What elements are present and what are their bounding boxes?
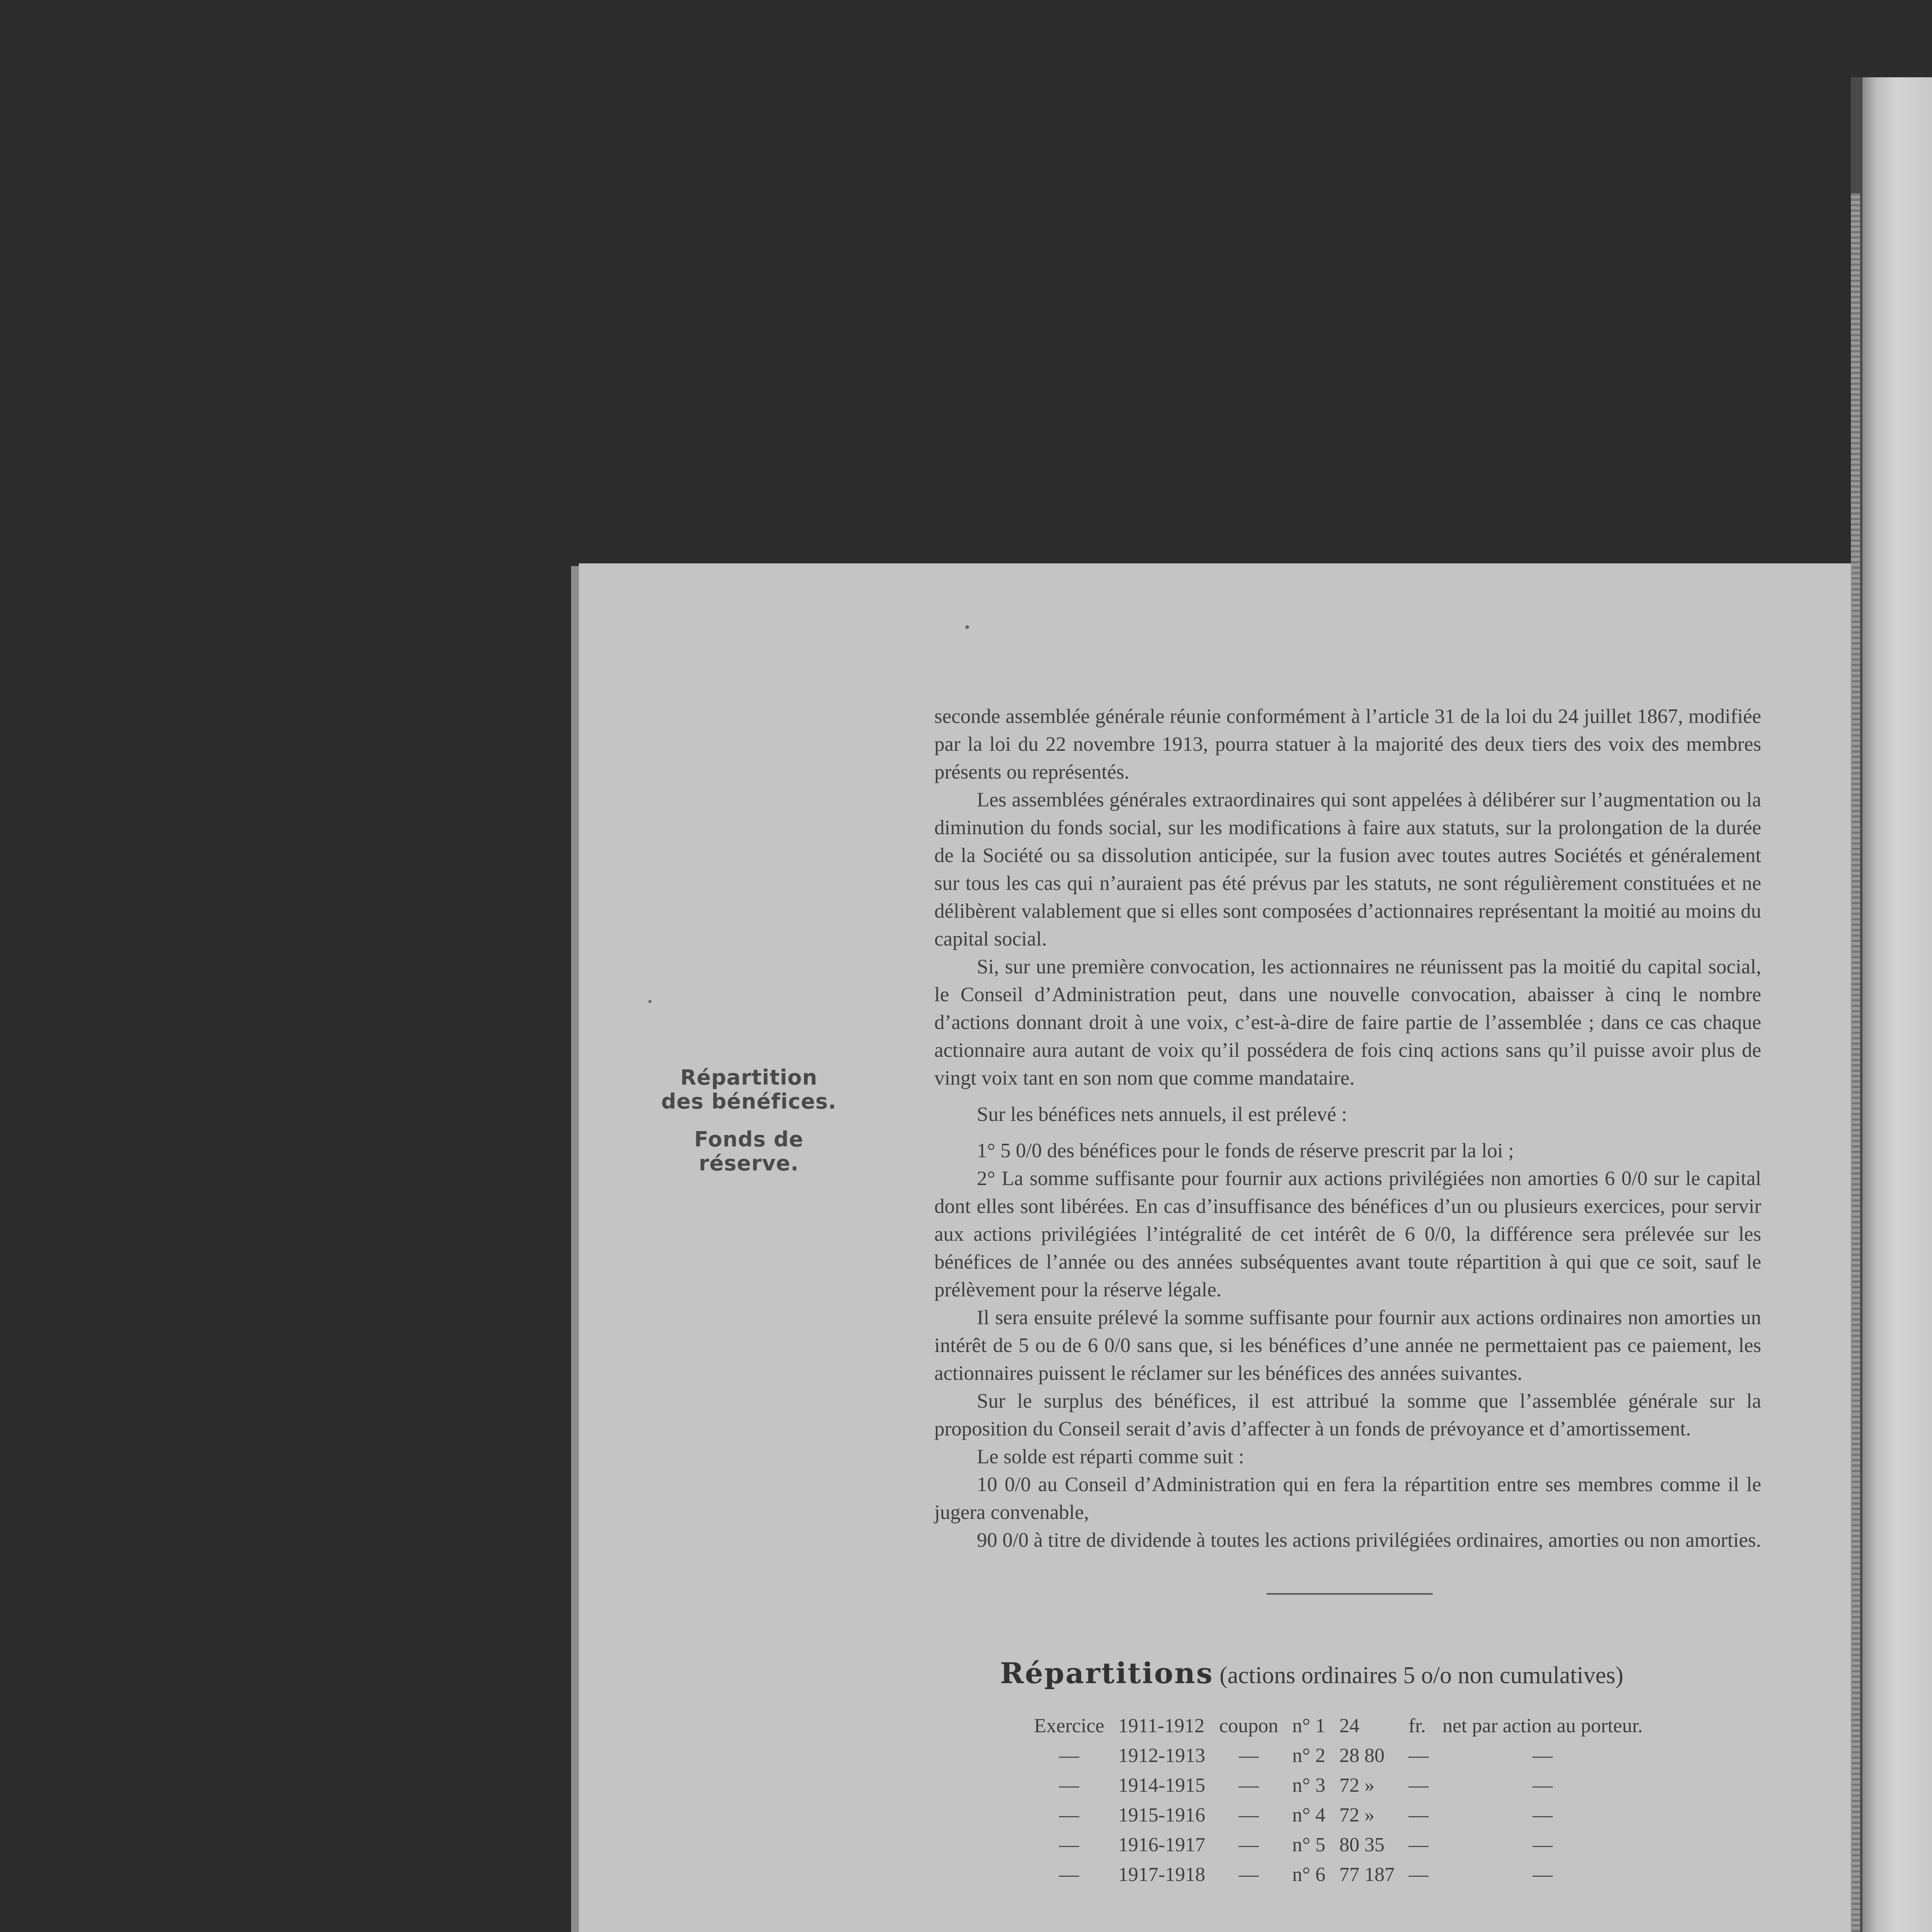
table-cell-year: 1912-1913 (1118, 1745, 1206, 1767)
table-cell-amount: 24 (1339, 1715, 1360, 1737)
paragraph: 1° 5 0/0 des bénéfices pour le fonds de réserve prescrit par la loi ; (977, 1139, 1514, 1162)
margin-title-line1: Répartition (680, 1065, 818, 1090)
table-cell-c1: — (1059, 1834, 1079, 1856)
table-cell-note: — (1532, 1834, 1553, 1856)
table-cell-year: 1916-1917 (1118, 1834, 1206, 1856)
table-cell-num: n° 4 (1292, 1804, 1326, 1826)
body-text (934, 702, 1761, 1554)
table-cell-note: — (1532, 1774, 1553, 1796)
table-cell-note: — (1532, 1745, 1553, 1767)
adjacent-paper (1862, 77, 1932, 1932)
table-cell-c6: — (1408, 1774, 1429, 1796)
paragraph: Si, sur une première convocation, les actionnaires ne réunissent pas la moitié du capital social, le Conseil d’Administration peut, dans une nouvelle convocation, abaisser à cinq le nombre d’actions donnant droit à une voix, c’est-à-dire de faire partie de l’assemblée ; dans ce cas chaque actionnaire aura autant de voix qu’il possédera de fois cinq actions sans qu’il puisse avoir plus de vingt voix tant en son nom que comme mandataire. (934, 956, 1761, 1089)
table-cell-c6: — (1408, 1745, 1429, 1767)
table-cell-amount: 80 35 (1339, 1834, 1385, 1856)
table-cell-year: 1911-1912 (1118, 1715, 1205, 1737)
paragraph: seconde assemblée générale réunie conformément à l’article 31 de la loi du 24 juillet 1867, modifiée par la loi du 22 novembre 1913, pourra statuer à la majorité des deux tiers des voix des membres présents ou représentés. (934, 705, 1761, 783)
paragraph: 90 0/0 à titre de dividende à toutes les actions privilégiées ordinaires, amorties ou non amorties. (977, 1529, 1761, 1551)
paragraph: Les assemblées générales extraordinaires qui sont appelées à délibérer sur l’augmentation ou la diminution du fonds social, sur les modifications à faire aux statuts, sur la prolongation de la durée de la Société ou sa dissolution anticipée, sur la fusion avec toutes autres Sociétés et généralement sur tous les cas qui n’auraient pas été prévus par les statuts, ne sont régulièrement constituées et ne délibèrent valablement que si elles sont composées d’actionnaires représentant la moitié au moins du capital social. (934, 789, 1761, 950)
table-row (1027, 1860, 1650, 1889)
margin-notes (648, 1066, 849, 1175)
table-cell-c3: — (1238, 1834, 1259, 1856)
table-cell-num: n° 6 (1292, 1864, 1326, 1886)
repartitions-heading (1000, 1657, 1773, 1690)
table-cell-note: net par action au porteur. (1442, 1715, 1643, 1737)
document-page (579, 563, 1851, 1932)
paragraph: Sur le surplus des bénéfices, il est attribué la somme que l’assemblée générale sur la proposition du Conseil serait d’avis d’affecter à un fonds de prévoyance et d’amortissement. (934, 1390, 1761, 1440)
table-cell-num: n° 3 (1292, 1774, 1326, 1796)
table-cell-num: n° 5 (1292, 1834, 1326, 1856)
table-cell-c3: — (1238, 1804, 1259, 1826)
table-cell-num: n° 1 (1292, 1715, 1326, 1737)
table-cell-c3: — (1238, 1864, 1259, 1886)
page-edge-rule (1851, 193, 1860, 1932)
table-cell-amount: 77 187 (1339, 1864, 1395, 1886)
table-row (1027, 1711, 1650, 1741)
table-cell-c1: Exercice (1034, 1715, 1104, 1737)
table-cell-c3: — (1238, 1745, 1259, 1767)
table-cell-c6: — (1408, 1804, 1429, 1826)
table-cell-c6: — (1408, 1834, 1429, 1856)
table-row (1027, 1800, 1650, 1830)
table-cell-year: 1915-1916 (1118, 1804, 1206, 1826)
repartitions-subtitle: (actions ordinaires 5 o/o non cumulatives) (1219, 1662, 1624, 1689)
table-row (1027, 1830, 1650, 1860)
table-cell-c1: — (1059, 1864, 1079, 1886)
speck (965, 625, 969, 629)
table-cell-year: 1917-1918 (1118, 1864, 1206, 1886)
table-cell-c1: — (1059, 1804, 1079, 1826)
repartitions-table (1027, 1711, 1650, 1889)
table-cell-amount: 72 » (1339, 1804, 1375, 1826)
repartitions-title: Répartitions (1000, 1657, 1214, 1690)
table-cell-year: 1914-1915 (1118, 1774, 1206, 1796)
table-cell-c1: — (1059, 1745, 1079, 1767)
margin-fonds-reserve: Fonds de réserve. (694, 1127, 804, 1175)
table-cell-amount: 28 80 (1339, 1745, 1385, 1767)
section-divider (1267, 1593, 1433, 1595)
paragraph: Sur les bénéfices nets annuels, il est prélevé : (977, 1103, 1347, 1126)
table-cell-c6: fr. (1408, 1715, 1426, 1737)
table-cell-note: — (1532, 1804, 1553, 1826)
table-row (1027, 1770, 1650, 1800)
speck (648, 1000, 651, 1003)
table-cell-c3: coupon (1219, 1715, 1279, 1737)
margin-title-line2: des bénéfices. (661, 1089, 837, 1114)
table-cell-num: n° 2 (1292, 1745, 1326, 1767)
table-cell-c3: — (1238, 1774, 1259, 1796)
table-cell-c1: — (1059, 1774, 1079, 1796)
paragraph: 2° La somme suffisante pour fournir aux actions privilégiées non amorties 6 0/0 sur le capital dont elles sont libérées. En cas d’insuffisance des bénéfices d’un ou plusieurs exercices, pour servir aux actions privilégiées l’intégralité de cet intérêt de 6 0/0, la différence sera prélevée sur les bénéfices de l’année ou des années subséquentes avant toute répartition à qui que ce soit, sauf le prélèvement pour la réserve légale. (934, 1167, 1761, 1301)
paragraph: 10 0/0 au Conseil d’Administration qui en fera la répartition entre ses membres comme il le jugera convenable, (934, 1473, 1761, 1524)
paragraph: Le solde est réparti comme suit : (977, 1446, 1244, 1468)
adjacent-page-edge (1851, 77, 1932, 1932)
paragraph: Il sera ensuite prélevé la somme suffisante pour fournir aux actions ordinaires non amorties un intérêt de 5 ou de 6 0/0 sans que, si les bénéfices d’une année ne permettaient pas ce paiement, les actionnaires puissent le réclamer sur les bénéfices des années suivantes. (934, 1306, 1761, 1384)
table-row (1027, 1741, 1650, 1770)
table-cell-c6: — (1408, 1864, 1429, 1886)
table-cell-note: — (1532, 1864, 1553, 1886)
table-cell-amount: 72 » (1339, 1774, 1375, 1796)
